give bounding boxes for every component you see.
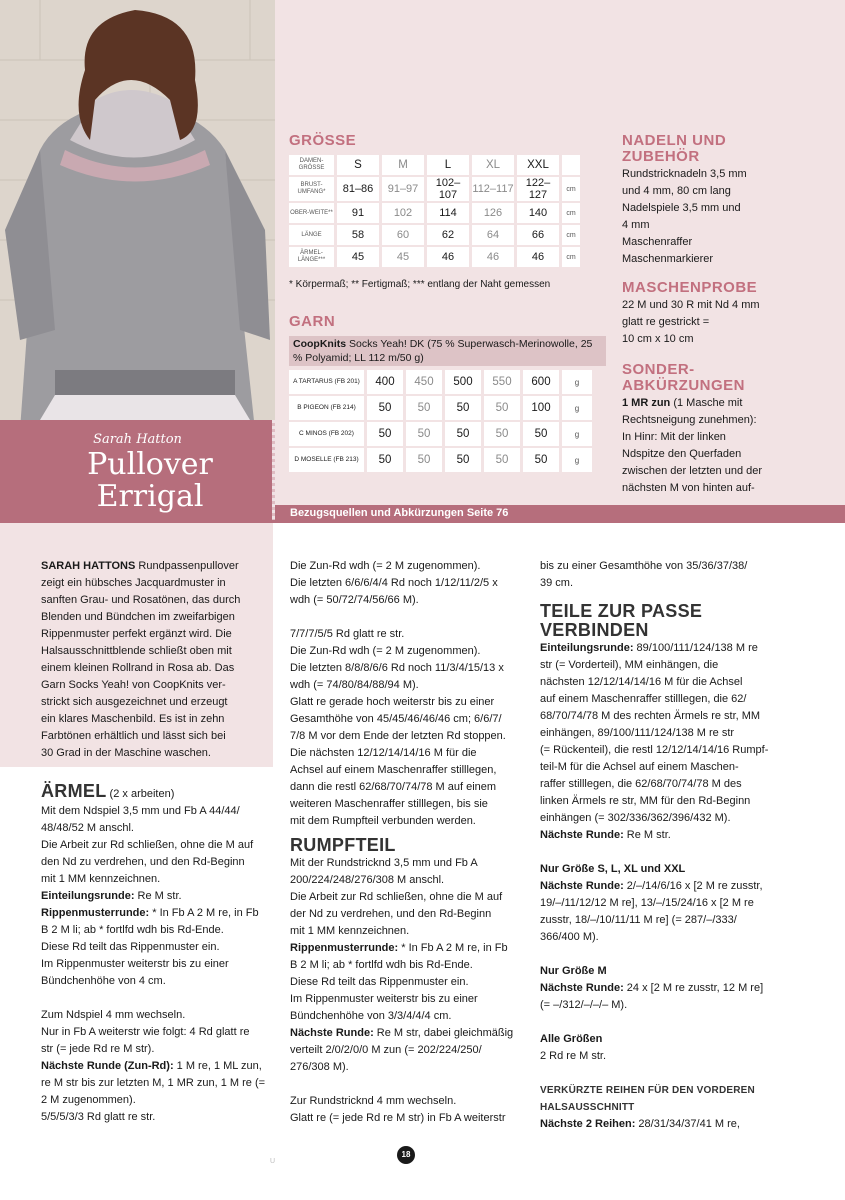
yarn-text: Socks Yeah! DK (75 % Superwasch-Merinowolle, 25 % Polyamid; LL 112 m/50 g) (293, 338, 593, 364)
text-line: verteilt 2/0/2/0/0 M zun (= 202/224/250/ (290, 1044, 482, 1056)
size-row-label: BRUST-UMFANG* (289, 177, 334, 201)
size-row (289, 225, 580, 245)
text-line: wdh (= 74/80/84/88/94 M). (290, 679, 419, 691)
yarn-description (289, 336, 606, 366)
text-line: Re M str. (623, 829, 671, 841)
text-line: 1 M re, 1 ML zun, (173, 1060, 262, 1072)
size-value: 91 (337, 203, 379, 223)
text-line: Glatt re (= jede Rd re M str) in Fb A weiterstr (290, 1112, 506, 1124)
text-line: 19/–/11/12/12 M re], 13/–/15/24/16 x [2 M re (540, 897, 754, 909)
sleeves-heading: ÄRMEL (41, 781, 107, 801)
unit-label: g (562, 370, 592, 394)
bold-label: Nächste 2 Reihen: (540, 1118, 636, 1130)
join-heading-2: VERBINDEN (540, 620, 649, 640)
size-value: 62 (427, 225, 469, 245)
size-row-label: DAMEN-GRÖSSE (289, 155, 334, 175)
pattern-title-line1: Pullover (87, 447, 213, 482)
text-line: 24 x [2 M re zusstr, 12 M re] (623, 982, 764, 994)
text-line: linken Ärmels re str, MM für den Rd-Beginn (540, 795, 751, 807)
yarn-color-label: B PIGEON (FB 214) (289, 396, 364, 420)
unit-label: g (562, 422, 592, 446)
size-value: 45 (337, 247, 379, 267)
text-line: wdh (= 50/72/74/56/66 M). (290, 594, 419, 606)
bold-label: Nächste Runde: (540, 982, 624, 994)
size-row-label: OBER-WEITE** (289, 203, 334, 223)
yarn-amount: 50 (523, 448, 559, 472)
size-value: 81–86 (337, 177, 379, 201)
bold-label: Einteilungsrunde: (41, 890, 135, 902)
abbrev-line: (1 Masche mit (670, 397, 743, 409)
text-line: (= Rückenteil), die restl 12/12/14/14/16 Rumpf- (540, 744, 769, 756)
yarn-row (289, 396, 592, 420)
size-row-label: ÄRMEL-LÄNGE*** (289, 247, 334, 267)
size-row-label: LÄNGE (289, 225, 334, 245)
text-line: (= –/312/–/–/– M). (540, 999, 628, 1011)
size-value: 64 (472, 225, 514, 245)
needles-line: Rundstricknadeln 3,5 mm (622, 168, 747, 180)
gauge-line: glatt re gestrickt = (622, 316, 710, 328)
intro-line: Farbtönen erhältlich und lässt sich bei (41, 730, 226, 742)
size-row (289, 203, 580, 223)
abbrev-line: zwischen der letzten und der (622, 465, 763, 477)
text-line: 200/224/248/276/308 M anschl. (290, 874, 445, 886)
text-line: B 2 M li; ab * fortlfd wdh bis Rd-Ende. (290, 959, 473, 971)
needles-heading-2: ZUBEHÖR (622, 148, 700, 165)
unit-label: cm (562, 203, 580, 223)
needles-line: Maschenmarkierer (622, 253, 714, 265)
unit-label: cm (562, 177, 580, 201)
unit-label (562, 155, 580, 175)
text-line: * In Fb A 2 M re, in Fb (398, 942, 508, 954)
subheading-caps: HALSAUSSCHNITT (540, 1102, 635, 1113)
size-value: 60 (382, 225, 424, 245)
intro-line: Halsausschnittblende schließt oben mit (41, 645, 232, 657)
text-line: Die nächsten 12/12/14/14/16 M für die (290, 747, 477, 759)
text-line: Die Zun-Rd wdh (= 2 M zugenommen). (290, 560, 481, 572)
size-value: 91–97 (382, 177, 424, 201)
text-line: 366/400 M). (540, 931, 599, 943)
bold-label: Nächste Runde: (540, 829, 624, 841)
text-line: 68/70/74/78 M des rechten Ärmels re str, MM (540, 710, 761, 722)
size-value: 66 (517, 225, 559, 245)
text-line: den Nd zu verdrehen, und den Rd-Beginn (41, 856, 245, 868)
bold-label: Rippenmusterrunde: (290, 942, 399, 954)
text-line: Zur Rundstricknd 4 mm wechseln. (290, 1095, 457, 1107)
text-line: 2 M zugenommen). (41, 1094, 136, 1106)
column-2 (290, 558, 530, 1127)
text-line: Die letzten 6/6/6/4/4 Rd noch 1/12/11/2/5 x (290, 577, 498, 589)
size-value: 46 (472, 247, 514, 267)
gauge-line: 10 cm x 10 cm (622, 333, 694, 345)
text-line: raffer stilllegen, die 62/68/70/74/78 M des (540, 778, 742, 790)
text-line: 5/5/5/3/3 Rd glatt re str. (41, 1111, 156, 1123)
column-3 (540, 558, 785, 1133)
yarn-color-label: D MOSELLE (FB 213) (289, 448, 364, 472)
text-line: einhängen, 89/100/111/124/138 M re str (540, 727, 735, 739)
bold-label: Einteilungsrunde: (540, 642, 634, 654)
yarn-amount: 50 (445, 448, 481, 472)
text-line: 2/–/14/6/16 x [2 M re zusstr, (623, 880, 763, 892)
bold-label: Nächste Runde (Zun-Rd): (41, 1060, 174, 1072)
subheading: Nur Größe S, L, XL und XXL (540, 863, 686, 875)
text-line: auf einem Maschenraffer stilllegen, die 62/ (540, 693, 747, 705)
text-line: Mit dem Ndspiel 3,5 mm und Fb A 44/44/ (41, 805, 240, 817)
bold-label: Nächste Runde: (290, 1027, 374, 1039)
text-line: Nur in Fb A weiterstr wie folgt: 4 Rd glatt re (41, 1026, 250, 1038)
text-line: Diese Rd teilt das Rippenmuster ein. (290, 976, 469, 988)
needles-line: Nadelspiele 3,5 mm und (622, 202, 741, 214)
text-line: Re M str, dabei gleichmäßig (373, 1027, 514, 1039)
text-line: 276/308 M). (290, 1061, 349, 1073)
needles-line: und 4 mm, 80 cm lang (622, 185, 731, 197)
size-value: 46 (517, 247, 559, 267)
intro-line: Garn Socks Yeah! von CoopKnits ver- (41, 679, 226, 691)
size-value: 58 (337, 225, 379, 245)
unit-label: g (562, 396, 592, 420)
intro-line: Blenden und Bündchen im zweifarbigen (41, 611, 235, 623)
size-table (286, 153, 583, 269)
text-line: 39 cm. (540, 577, 574, 589)
text-line: nächsten 12/12/14/14/16 M für die Achsel (540, 676, 743, 688)
text-line: * In Fb A 2 M re, in Fb (149, 907, 259, 919)
size-value: 46 (427, 247, 469, 267)
abbrev-line: Ndspitze den Querfaden (622, 448, 742, 460)
yarn-amount: 50 (406, 448, 442, 472)
unit-label: cm (562, 247, 580, 267)
size-value: 126 (472, 203, 514, 223)
bold-label: Rippenmusterrunde: (41, 907, 150, 919)
yarn-row (289, 448, 592, 472)
text-line: teil-M für die Achsel auf einem Maschen- (540, 761, 739, 773)
text-line: 2 Rd re M str. (540, 1050, 607, 1062)
text-line: einhängen (= 302/336/362/396/432 M). (540, 812, 731, 824)
yarn-amount: 50 (484, 396, 520, 420)
intro-line: Rundpassenpullover (135, 560, 239, 572)
size-value: 112–117 (472, 177, 514, 201)
text-line: Diese Rd teilt das Rippenmuster ein. (41, 941, 220, 953)
intro-line: zeigt ein hübsches Jacquardmuster in (41, 577, 226, 589)
yarn-amount: 500 (445, 370, 481, 394)
subheading: Nur Größe M (540, 965, 607, 977)
size-row (289, 247, 580, 267)
sleeves-heading-note: (2 x arbeiten) (106, 788, 175, 800)
yarn-amount: 50 (445, 422, 481, 446)
text-line: Die Zun-Rd wdh (= 2 M zugenommen). (290, 645, 481, 657)
page-number: 18 (397, 1146, 415, 1164)
needles-list (622, 166, 822, 268)
yarn-amount: 50 (484, 448, 520, 472)
text-line: weiteren Maschenraffer stilllegen, bis sie (290, 798, 488, 810)
bold-label: Nächste Runde: (540, 880, 624, 892)
footer-mark: U (270, 1158, 276, 1165)
author-name: Sarah Hatton (93, 432, 182, 447)
needles-line: Maschenraffer (622, 236, 693, 248)
yarn-amount: 600 (523, 370, 559, 394)
size-value: 140 (517, 203, 559, 223)
size-value: XXL (517, 155, 559, 175)
text-line: 7/8 M vor dem Ende der letzten Rd stoppen. (290, 730, 506, 742)
text-line: Re M str. (134, 890, 182, 902)
text-line: Im Rippenmuster weiterstr bis zu einer (41, 958, 229, 970)
text-line: Bündchenhöhe von 4 cm. (41, 975, 166, 987)
yarn-amount: 50 (406, 422, 442, 446)
yarn-color-label: A TARTARUS (FB 201) (289, 370, 364, 394)
abbrev-line: Rechtsneigung zunehmen): (622, 414, 757, 426)
size-row (289, 177, 580, 201)
yarn-amount: 50 (367, 396, 403, 420)
abbrev-heading-2: ABKÜRZUNGEN (622, 377, 745, 394)
size-heading: GRÖSSE (289, 132, 357, 149)
yarn-amount: 50 (367, 422, 403, 446)
text-line: Mit der Rundstricknd 3,5 mm und Fb A (290, 857, 478, 869)
pattern-title-line2: Errigal (96, 479, 204, 514)
text-line: Bündchenhöhe von 3/3/4/4/4 cm. (290, 1010, 452, 1022)
size-value: 45 (382, 247, 424, 267)
intro-line: Rippenmuster perfekt ergänzt wird. Die (41, 628, 232, 640)
yarn-amount: 50 (523, 422, 559, 446)
yarn-amount: 50 (406, 396, 442, 420)
size-value: XL (472, 155, 514, 175)
size-value: L (427, 155, 469, 175)
text-line: mit 1 MM kennzeichnen. (41, 873, 161, 885)
text-line: Die Arbeit zur Rd schließen, ohne die M auf (290, 891, 503, 903)
size-value: 102 (382, 203, 424, 223)
text-line: 89/100/111/124/138 M re (633, 642, 758, 654)
gauge-heading: MASCHENPROBE (622, 279, 758, 296)
yarn-amount: 50 (367, 448, 403, 472)
photo-illustration (0, 0, 275, 420)
text-line: 28/31/34/37/41 M re, (635, 1118, 740, 1130)
yarn-amount: 50 (445, 396, 481, 420)
gauge-line: 22 M und 30 R mit Nd 4 mm (622, 299, 760, 311)
unit-label: g (562, 448, 592, 472)
text-line: str (= jede Rd re M str). (41, 1043, 155, 1055)
reference-strip: Bezugsquellen und Abkürzungen Seite 76 (275, 505, 845, 523)
abbrev-text (622, 395, 822, 497)
subheading: Alle Größen (540, 1033, 603, 1045)
join-heading-1: TEILE ZUR PASSE (540, 601, 703, 621)
abbrev-line: In Hinr: Mit der linken (622, 431, 726, 443)
text-line: Zum Ndspiel 4 mm wechseln. (41, 1009, 186, 1021)
abbrev-line: nächsten M von hinten auf- (622, 482, 755, 494)
yarn-row (289, 370, 592, 394)
text-line: Die Arbeit zur Rd schließen, ohne die M auf (41, 839, 254, 851)
intro-line: 30 Grad in der Maschine waschen. (41, 747, 211, 759)
yarn-amount: 400 (367, 370, 403, 394)
yarn-table (286, 368, 595, 474)
yarn-brand: CoopKnits (293, 338, 347, 350)
size-row (289, 155, 580, 175)
text-line: Im Rippenmuster weiterstr bis zu einer (290, 993, 478, 1005)
body-heading: RUMPFTEIL (290, 835, 396, 855)
yarn-heading: GARN (289, 313, 336, 330)
model-photo (0, 0, 275, 420)
needles-line: 4 mm (622, 219, 650, 231)
size-value: 122–127 (517, 177, 559, 201)
size-value: M (382, 155, 424, 175)
abbrev-heading-1: SONDER- (622, 361, 695, 378)
text-line: Gesamthöhe von 45/45/46/46/46 cm; 6/6/7/ (290, 713, 502, 725)
text-line: dann die restl 62/68/70/74/78 M auf einem (290, 781, 497, 793)
yarn-amount: 100 (523, 396, 559, 420)
text-line: mit dem Rumpfteil verbunden werden. (290, 815, 476, 827)
size-footnote: * Körpermaß; ** Fertigmaß; *** entlang der Naht gemessen (289, 279, 551, 290)
text-line: Die letzten 8/8/8/6/6 Rd noch 11/3/4/15/13 x (290, 662, 504, 674)
sleeves-section (41, 782, 273, 1126)
intro-line: sanften Grau- und Rosatönen, das durch (41, 594, 241, 606)
intro-name: SARAH HATTONS (41, 560, 136, 572)
gauge-text (622, 297, 822, 348)
yarn-row (289, 422, 592, 446)
intro-line: ein klares Maschenbild. Es ist in zehn (41, 713, 225, 725)
yarn-amount: 550 (484, 370, 520, 394)
intro-line: einem kleinen Rollrand in Rosa ab. Das (41, 662, 235, 674)
text-line: 7/7/7/5/5 Rd glatt re str. (290, 628, 405, 640)
text-line: Glatt re gerade hoch weiterstr bis zu einer (290, 696, 495, 708)
subheading-caps: VERKÜRZTE REIHEN FÜR DEN VORDEREN (540, 1085, 755, 1096)
unit-label: cm (562, 225, 580, 245)
yarn-color-label: C MINOS (FB 202) (289, 422, 364, 446)
intro-text (41, 558, 271, 762)
text-line: bis zu einer Gesamthöhe von 35/36/37/38/ (540, 560, 748, 572)
size-value: S (337, 155, 379, 175)
text-line: mit 1 MM kennzeichnen. (290, 925, 410, 937)
text-line: B 2 M li; ab * fortlfd wdh bis Rd-Ende. (41, 924, 224, 936)
size-value: 114 (427, 203, 469, 223)
text-line: der Nd zu verdrehen, und den Rd-Beginn (290, 908, 492, 920)
text-line: 48/48/52 M anschl. (41, 822, 134, 834)
size-value: 102–107 (427, 177, 469, 201)
text-line: str (= Vorderteil), MM einhängen, die (540, 659, 719, 671)
yarn-amount: 450 (406, 370, 442, 394)
yarn-amount: 50 (484, 422, 520, 446)
text-line: re M str bis zur letzten M, 1 MR zun, 1 M re (= (41, 1077, 266, 1089)
text-line: Achsel auf einem Maschenraffer stilllegen, (290, 764, 497, 776)
intro-line: strickt sich ausgezeichnet und erzeugt (41, 696, 228, 708)
abbrev-term: 1 MR zun (622, 397, 671, 409)
needles-heading-1: NADELN UND (622, 132, 727, 149)
text-line: zusstr, 18/–/10/11/11 M re] (= 287/–/333/ (540, 914, 737, 926)
